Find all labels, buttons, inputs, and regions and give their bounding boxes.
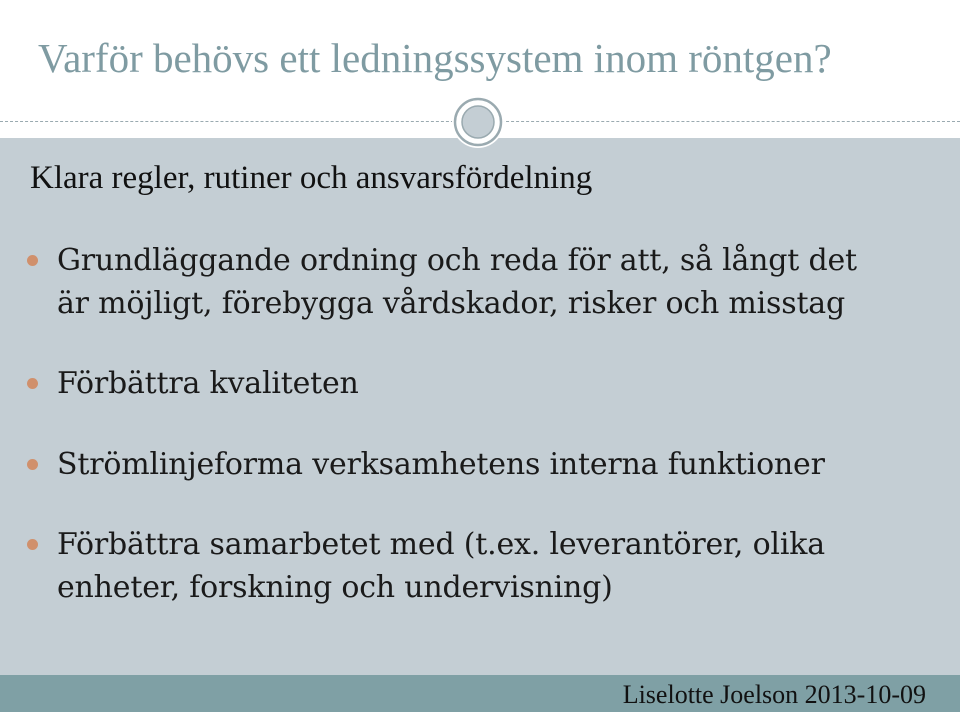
- slide-title: Varför behövs ett ledningssystem inom röntgen?: [38, 35, 832, 81]
- bullet-dot-icon: [27, 378, 38, 389]
- list-item-text: Förbättra samarbetet med (t.ex. leverantörer, olika enheter, forskning och undervisning): [57, 527, 825, 605]
- section-heading: Klara regler, rutiner och ansvarsfördelning: [30, 160, 593, 196]
- list-item-text: Strömlinjeforma verksamhetens interna funktioner: [57, 447, 825, 482]
- list-item-text: Grundläggande ordning och reda för att, så långt det är möjligt, förebygga vårdskador, risker och misstag: [57, 243, 857, 321]
- bullet-dot-icon: [27, 255, 38, 266]
- bullet-dot-icon: [27, 459, 38, 470]
- footer-author-date: Liselotte Joelson 2013-10-09: [622, 680, 926, 709]
- list-item-text: Förbättra kvaliteten: [57, 366, 359, 401]
- ring-ornament-icon: [452, 96, 504, 148]
- bullet-dot-icon: [27, 539, 38, 550]
